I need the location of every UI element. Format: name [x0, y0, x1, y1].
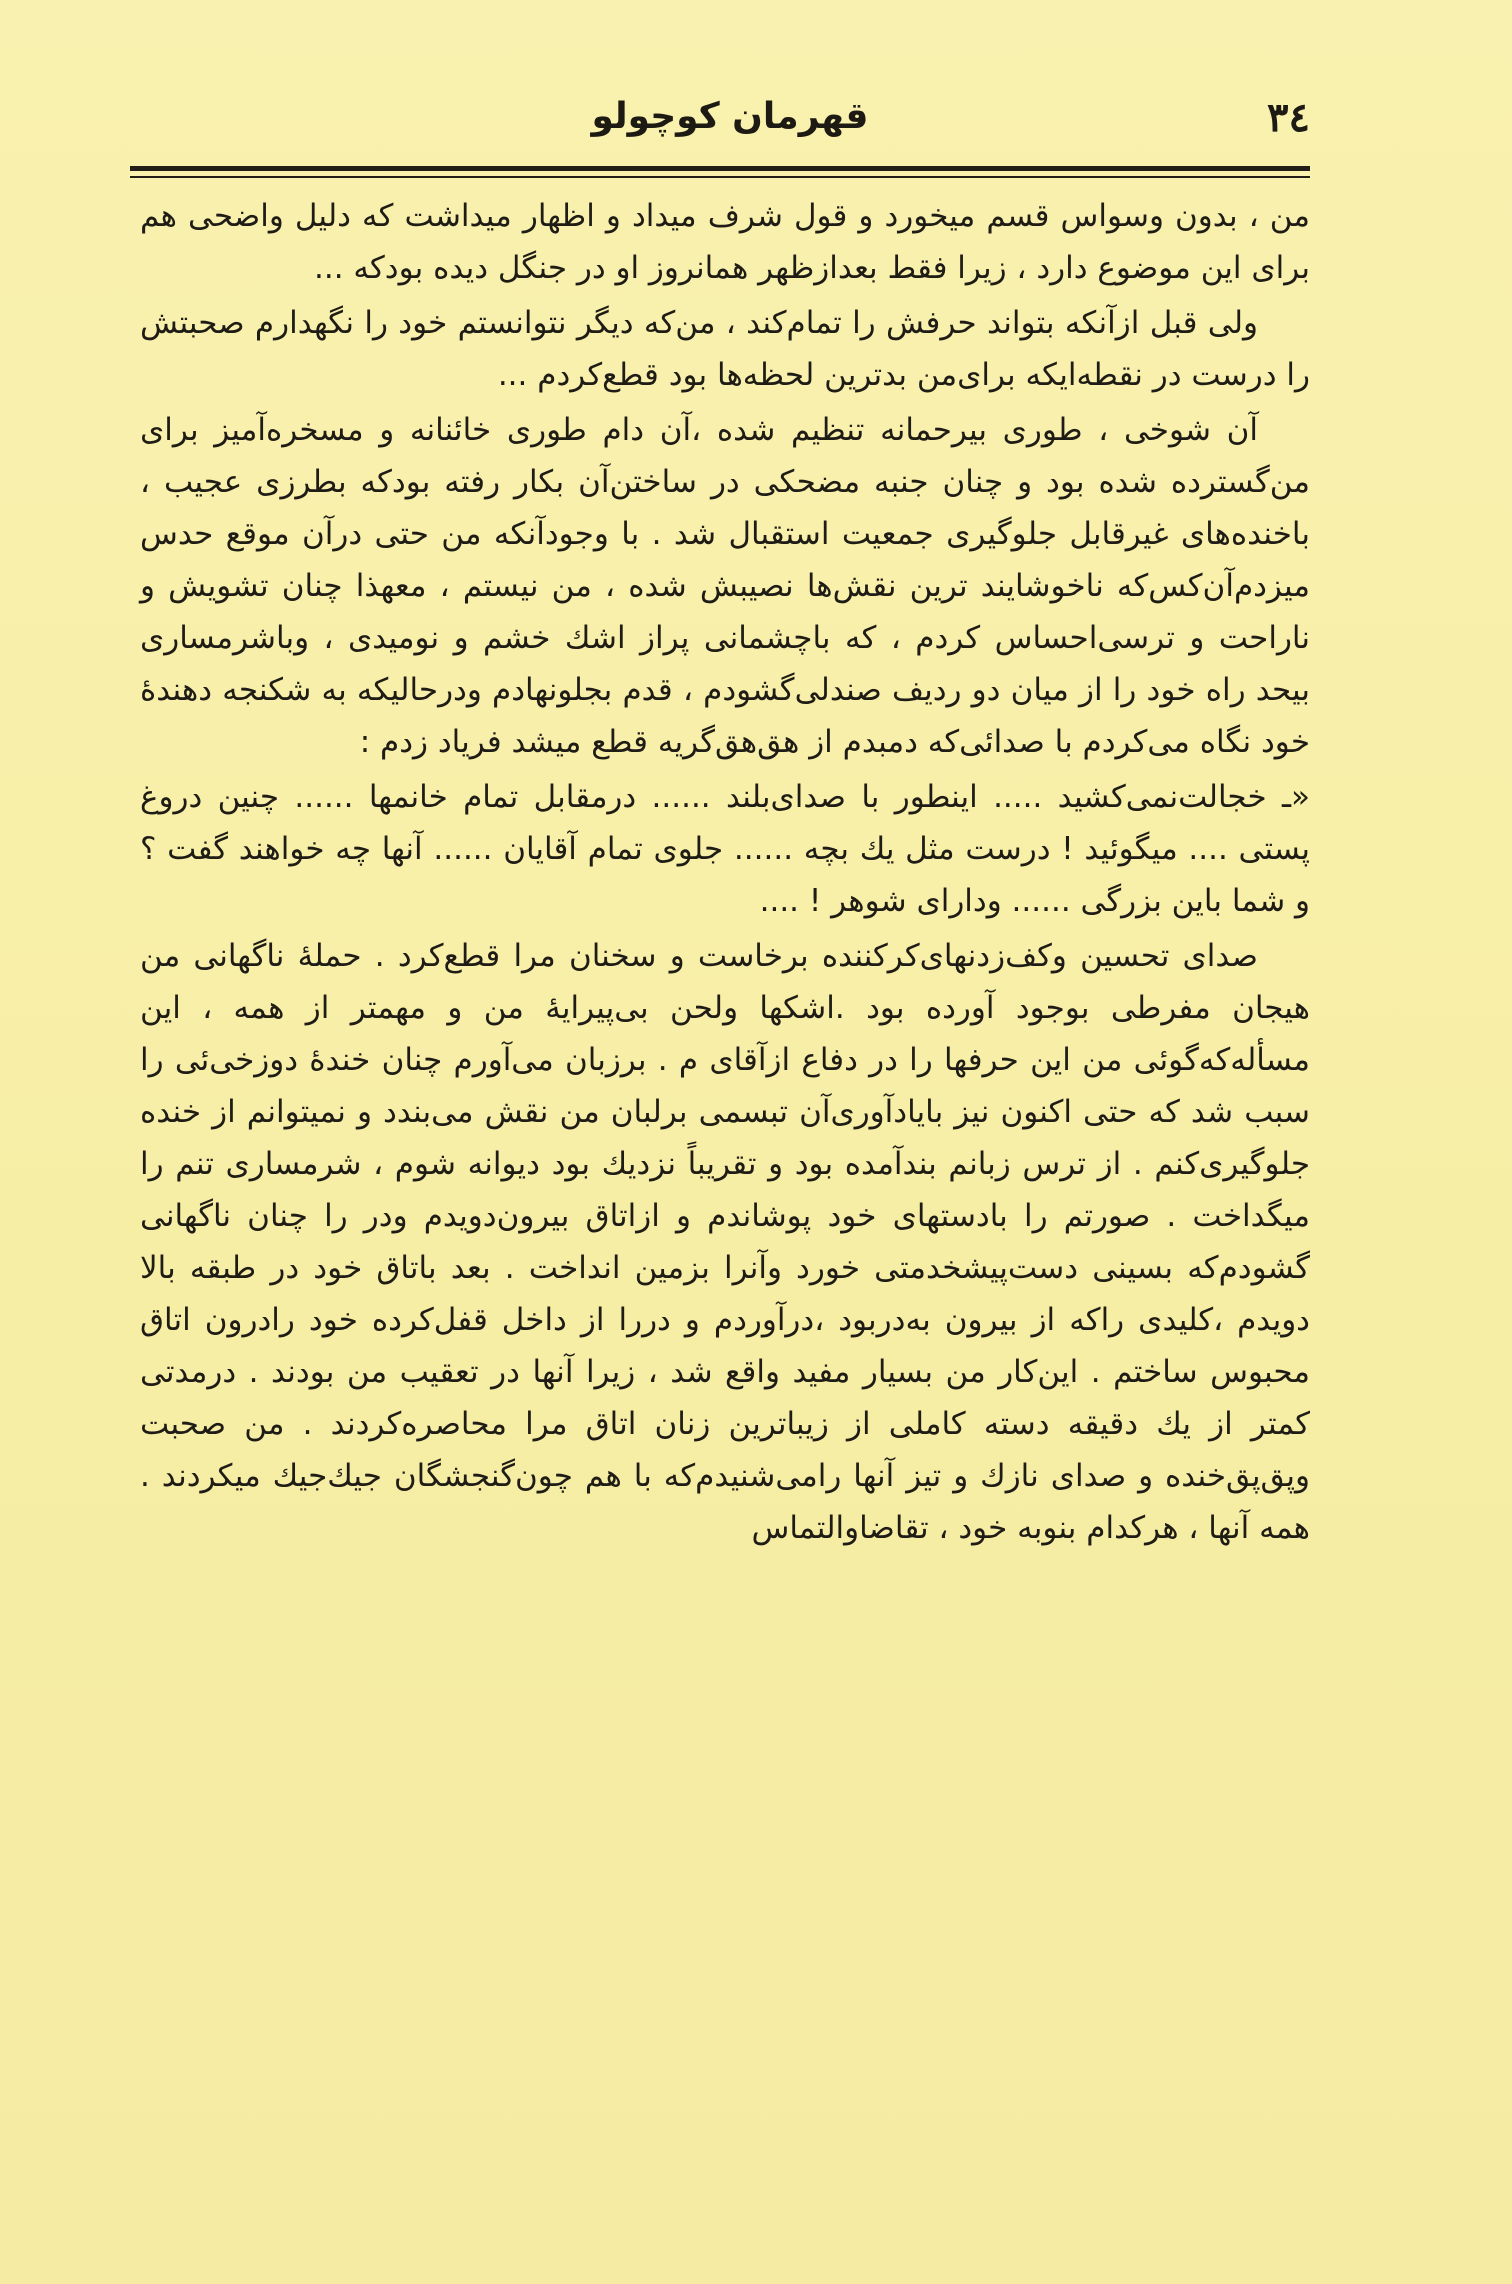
paragraph-dialogue: «ـ خجالت‌نمی‌کشید ..... اینطور با صدای‌بلند ...... درمقابل تمام خانمها ...... چنین دروغ پستی .... میگوئید ! درست مثل یك بچه ...... جلوی تمام آقایان ...... آنها چه خواهند گفت ؟ و شما باین بزرگی ...... ودارای شوهر ! .... [140, 779, 1310, 919]
paragraph: صدای تحسین وکف‌زدنهای‌کرکننده برخاست و سخنان مرا قطع‌کرد . حملهٔ ناگهانی من هیجان مفرطی بوجود آورده بود .اشکها ولحن بی‌پیرایهٔ من و مهمتر از همه ، این مسأله‌که‌گوئی من این حرفها را در دفاع ازآقای م . برزبان می‌آورم چنان خندهٔ دوزخی‌ئی را سبب شد که حتی اکنون نیز بایادآوری‌آن تبسمی برلبان من نقش می‌بندد و نمیتوانم از خنده جلوگیری‌کنم . از ترس زبانم بندآمده بود و تقریباً نزدیك بود دیوانه شوم ، شرمساری تنم را میگداخت . صورتم را بادستهای خود پوشاندم و ازاتاق بیرون‌دویدم ودر را چنان ناگهانی گشودم‌که بسینی دست‌پیشخدمتی خورد وآنرا بزمین انداخت . بعد باتاق خود در طبقه بالا دویدم ،کلیدی راکه از بیرون به‌دربود ،درآوردم و دررا از داخل قفل‌کرده خود رادرون اتاق محبوس ساختم . این‌کار من بسیار مفید واقع شد ، زیرا آنها در تعقیب من بودند . درمدتی کمتر از یك دقیقه دسته کاملی از زیباترین زنان اتاق مرا محاصره‌کردند . من صحبت وپق‌پق‌خنده و صدای نازك و تیز آنها رامی‌شنیدم‌که با هم چون‌گنجشگان جیك‌جیك میکردند . همه آنها ، هرکدام بنوبه خود ، تقاضاوالتماس [140, 938, 1310, 1546]
page-header [130, 88, 1310, 158]
header-rule-thick [130, 166, 1310, 171]
paragraph: ولی قبل ازآنکه بتواند حرفش را تمام‌کند ، من‌که دیگر نتوانستم خود را نگهدارم صحبتش را درست در نقطه‌ایکه برای‌من بدترین لحظه‌ها بود قطع‌کردم ... [140, 305, 1310, 393]
page-number: ۳٤ [1267, 94, 1310, 141]
body-text [140, 190, 1310, 1557]
header-rule-thin [130, 176, 1310, 178]
paragraph: من ، بدون وسواس قسم میخورد و قول شرف میداد و اظهار میداشت که دلیل واضحی هم برای این موضوع دارد ، زیرا فقط بعدازظهر همانروز او در جنگل دیده بودکه ... [140, 198, 1310, 286]
paragraph: آن شوخی ، طوری بیرحمانه تنظیم شده ،آن دام طوری خائنانه و مسخره‌آمیز برای من‌گسترده شده بود و چنان جنبه مضحکی در ساختن‌آن بکار رفته بودکه بطرزی عجیب ، باخنده‌های غیرقابل جلوگیری جمعیت استقبال شد . با وجودآنکه من حتی درآن موقع حدس میزدم‌آن‌کس‌که ناخوشایند ترین نقش‌ها نصیبش شده ، من نیستم ، معهذا چنان تشویش و ناراحت و ترسی‌احساس کردم ، که باچشمانی پراز اشك خشم و نومیدی ، وباشرمساری بیحد راه خود را از میان دو ردیف صندلی‌گشودم ، قدم بجلونهادم ودرحالیکه به شکنجه دهندهٔ خود نگاه می‌کردم با صدائی‌که دمبدم از هق‌هق‌گریه قطع میشد فریاد زدم : [140, 412, 1310, 760]
running-title: قهرمان کوچولو [591, 96, 869, 137]
